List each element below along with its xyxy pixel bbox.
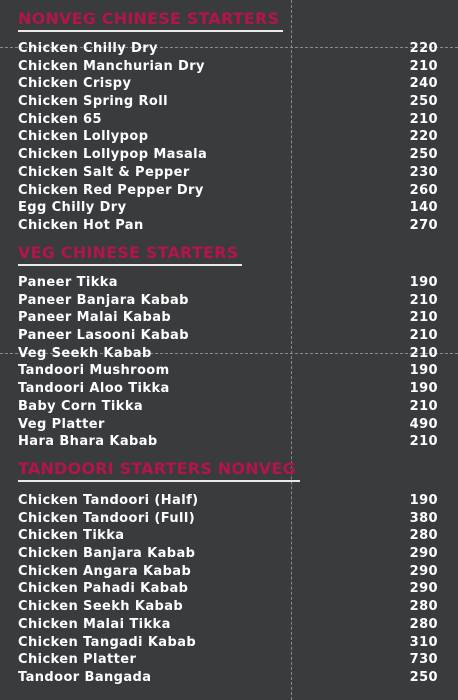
item-price: 260 [409,182,438,198]
section-title: NONVEG CHINESE STARTERS [18,8,283,32]
item-name: Egg Chilly Dry [18,200,127,216]
item-price: 270 [409,217,438,233]
item-price: 210 [409,58,438,74]
menu-item [0,327,458,345]
item-name: Chicken Chilly Dry [18,41,158,56]
item-price: 730 [409,652,438,668]
item-price: 220 [409,41,438,56]
item-name: Chicken Seekh Kabab [18,599,184,615]
menu-item [0,309,458,327]
item-price: 290 [409,546,438,562]
item-name: Chicken Tangadi Kabab [18,634,197,650]
item-price: 250 [409,94,438,110]
menu-item [0,217,458,235]
item-name: Chicken 65 [18,111,102,127]
menu-item [0,182,458,200]
item-name: Chicken Platter [18,652,137,668]
item-list [0,40,458,235]
menu-item [0,146,458,164]
item-name: Paneer Malai Kabab [18,310,172,326]
section-nonveg-chinese [0,8,458,235]
item-name: Chicken Tikka [18,528,125,544]
menu-item [0,433,458,451]
menu-item [0,598,458,616]
item-name: Chicken Tandoori (Full) [18,510,196,526]
item-name: Tandoor Bangada [18,669,152,685]
item-price: 380 [409,510,438,526]
menu-item [0,398,458,416]
item-name: Paneer Lasooni Kabab [18,328,189,344]
menu-item [0,111,458,129]
item-price: 310 [409,634,438,650]
menu-item [0,380,458,398]
item-name: Baby Corn Tikka [18,398,144,414]
item-price: 210 [409,398,438,414]
menu-item [0,634,458,652]
item-name: Chicken Crispy [18,76,132,92]
item-name: Chicken Salt & Pepper [18,164,190,180]
item-price: 290 [409,581,438,597]
menu-item [0,563,458,581]
item-name: Chicken Angara Kabab [18,563,192,579]
section-veg-chinese [0,242,458,451]
item-price: 210 [409,434,438,450]
menu-item [0,616,458,634]
item-price: 230 [409,164,438,180]
item-price: 220 [409,129,438,145]
item-price: 290 [409,563,438,579]
item-price: 210 [409,111,438,127]
item-name: Chicken Banjara Kabab [18,546,196,562]
menu-item [0,345,458,363]
item-price: 280 [409,616,438,632]
item-name: Tandoori Mushroom [18,363,170,379]
menu-item [0,292,458,310]
item-name: Chicken Spring Roll [18,94,168,110]
item-name: Chicken Manchurian Dry [18,58,205,74]
menu-item [0,545,458,563]
item-list [0,274,458,451]
item-name: Paneer Tikka [18,275,118,290]
item-price: 140 [409,200,438,216]
item-name: Chicken Malai Tikka [18,616,171,632]
item-price: 210 [409,328,438,344]
item-name: Hara Bhara Kabab [18,434,158,450]
section-tandoori-nonveg [0,458,458,687]
item-price: 280 [409,528,438,544]
menu-item [0,40,458,58]
menu-item [0,651,458,669]
menu-item [0,510,458,528]
item-list [0,492,458,687]
menu-item [0,362,458,380]
menu-item [0,274,458,292]
item-price: 490 [409,416,438,432]
item-price: 240 [409,76,438,92]
menu-item [0,527,458,545]
menu-item [0,669,458,687]
menu-item [0,416,458,434]
section-title: TANDOORI STARTERS NONVEG [18,458,300,482]
item-price: 210 [409,292,438,308]
item-name: Chicken Tandoori (Half) [18,493,199,508]
item-price: 250 [409,147,438,163]
item-price: 210 [409,345,438,361]
item-price: 190 [409,493,438,508]
section-title: VEG CHINESE STARTERS [18,242,242,266]
item-name: Veg Seekh Kabab [18,345,152,361]
menu-item [0,199,458,217]
menu-item [0,580,458,598]
item-price: 280 [409,599,438,615]
item-name: Tandoori Aloo Tikka [18,381,170,397]
menu-item [0,58,458,76]
item-price: 190 [409,275,438,290]
item-name: Paneer Banjara Kabab [18,292,189,308]
item-name: Chicken Red Pepper Dry [18,182,204,198]
item-name: Chicken Lollypop Masala [18,147,208,163]
menu-item [0,164,458,182]
item-name: Chicken Hot Pan [18,217,144,233]
item-name: Chicken Pahadi Kabab [18,581,189,597]
item-price: 210 [409,310,438,326]
item-price: 190 [409,381,438,397]
item-price: 250 [409,669,438,685]
menu-item [0,492,458,510]
item-name: Chicken Lollypop [18,129,149,145]
menu-item [0,75,458,93]
item-price: 190 [409,363,438,379]
menu-item [0,128,458,146]
item-name: Veg Platter [18,416,105,432]
menu-item [0,93,458,111]
